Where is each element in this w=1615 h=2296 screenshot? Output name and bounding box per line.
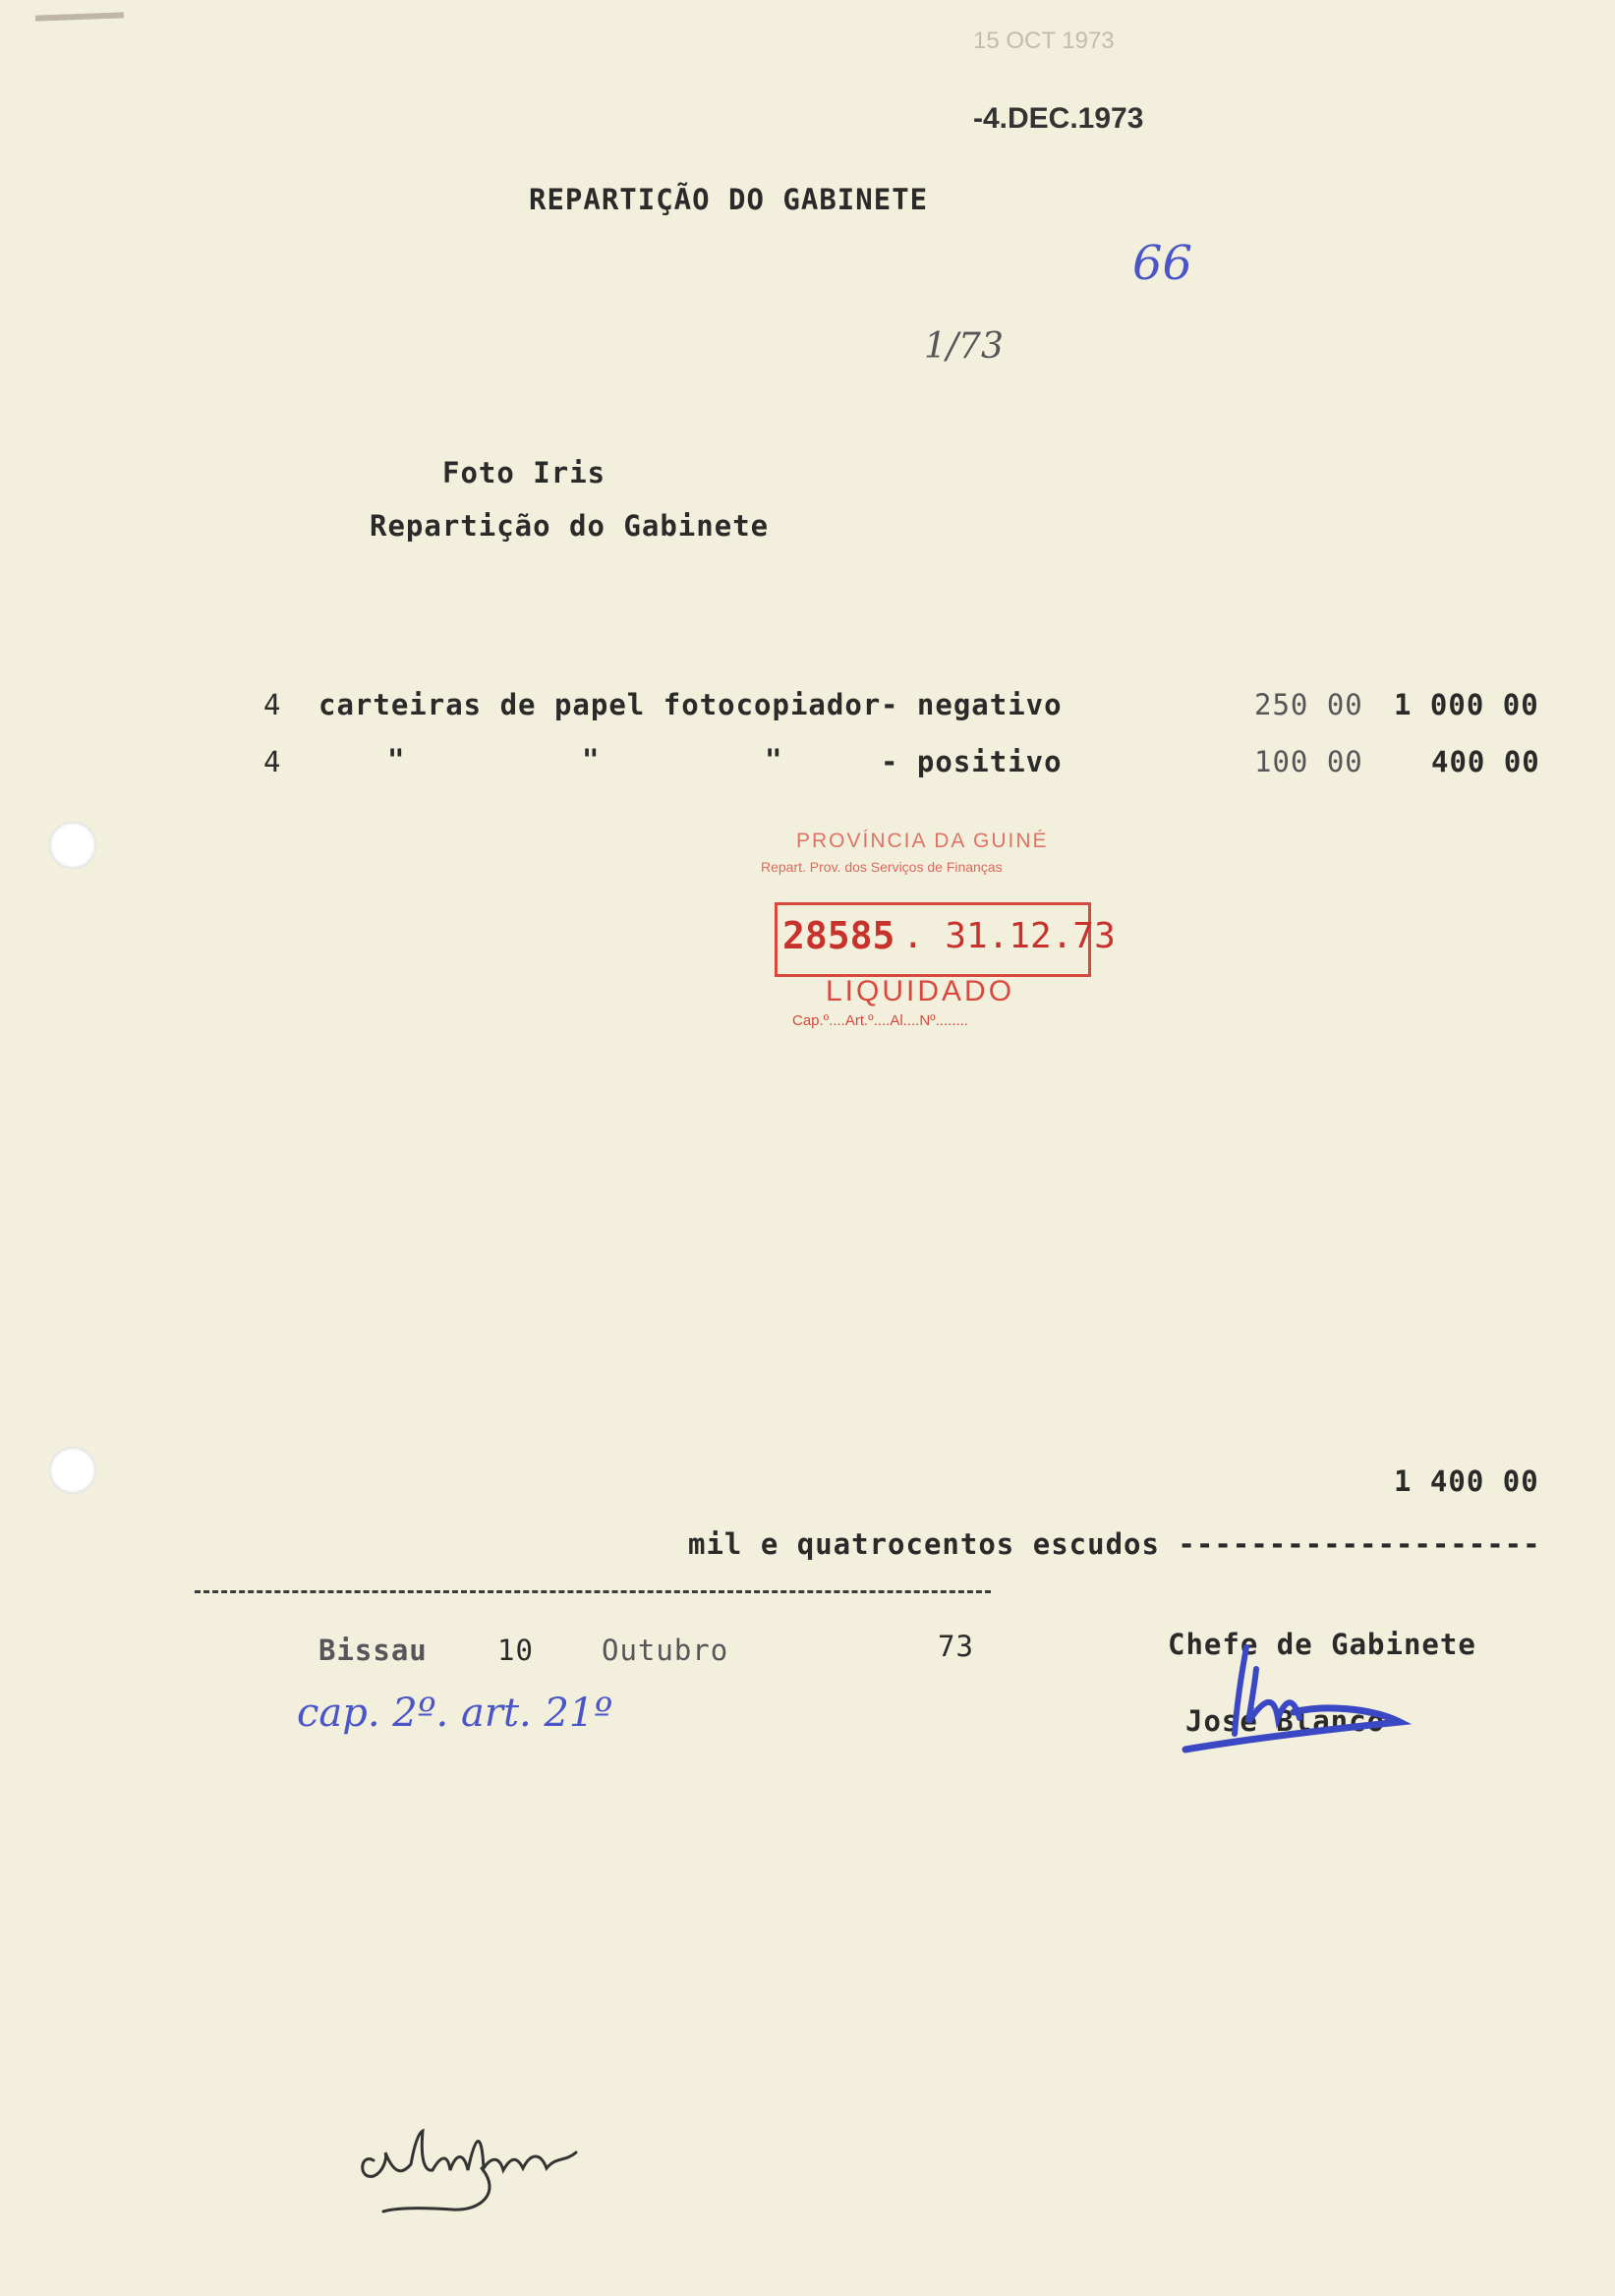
footer-year: 73 bbox=[938, 1630, 974, 1663]
stamp-status: LIQUIDADO bbox=[826, 975, 1015, 1007]
signer-role: Chefe de Gabinete bbox=[1168, 1628, 1476, 1661]
handwritten-reference: 1/73 bbox=[924, 326, 1004, 367]
date-stamp-faded: 15 OCT 1973 bbox=[973, 28, 1115, 54]
top-left-mark bbox=[35, 12, 124, 21]
stamp-date: . 31.12.73 bbox=[902, 916, 1116, 956]
punch-hole-bottom bbox=[49, 1447, 96, 1494]
stamp-number: 28585 bbox=[782, 914, 895, 957]
footer-place: Bissau bbox=[318, 1634, 428, 1667]
document-title: REPARTIÇÃO DO GABINETE bbox=[529, 183, 929, 216]
signature-mark bbox=[1176, 1639, 1412, 1757]
item-unit-price: 250 00 bbox=[1254, 688, 1363, 721]
stamp-province: PROVÍNCIA DA GUINÉ bbox=[796, 830, 1049, 852]
handwritten-page-number: 66 bbox=[1132, 236, 1193, 291]
total-amount: 1 400 00 bbox=[1394, 1464, 1539, 1498]
ditto-mark: " bbox=[765, 743, 783, 776]
addressee-department: Repartição do Gabinete bbox=[370, 509, 770, 543]
total-in-words: mil e quatrocentos escudos -------------------- bbox=[688, 1527, 1541, 1561]
item-type: - negativo bbox=[881, 688, 1063, 721]
handwritten-budget-note: cap. 2º. art. 21º bbox=[297, 1691, 613, 1736]
item-type: - positivo bbox=[881, 745, 1063, 778]
item-total: 400 00 bbox=[1431, 745, 1540, 778]
ditto-mark: " bbox=[582, 743, 601, 776]
item-unit-price: 100 00 bbox=[1254, 745, 1363, 778]
punch-hole-top bbox=[49, 822, 96, 869]
footer-day: 10 bbox=[497, 1634, 534, 1667]
dashed-rule bbox=[195, 1590, 991, 1593]
liquidado-stamp bbox=[747, 826, 1121, 1042]
item-description: carteiras de papel fotocopiador bbox=[318, 688, 882, 721]
handwritten-signature bbox=[354, 2113, 619, 2221]
addressee-name: Foto Iris bbox=[442, 456, 606, 489]
item-total: 1 000 00 bbox=[1394, 688, 1539, 721]
item-qty: 4 bbox=[263, 688, 282, 721]
signer-name: José Blanco bbox=[1185, 1704, 1386, 1738]
item-qty: 4 bbox=[263, 745, 282, 778]
footer-month: Outubro bbox=[602, 1634, 729, 1667]
stamp-department: Repart. Prov. dos Serviços de Finanças bbox=[761, 859, 1003, 875]
stamp-fields: Cap.º....Art.º....Al....Nº........ bbox=[792, 1012, 968, 1029]
date-stamp-received: -4.DEC.1973 bbox=[973, 102, 1144, 135]
ditto-mark: " bbox=[387, 743, 406, 776]
